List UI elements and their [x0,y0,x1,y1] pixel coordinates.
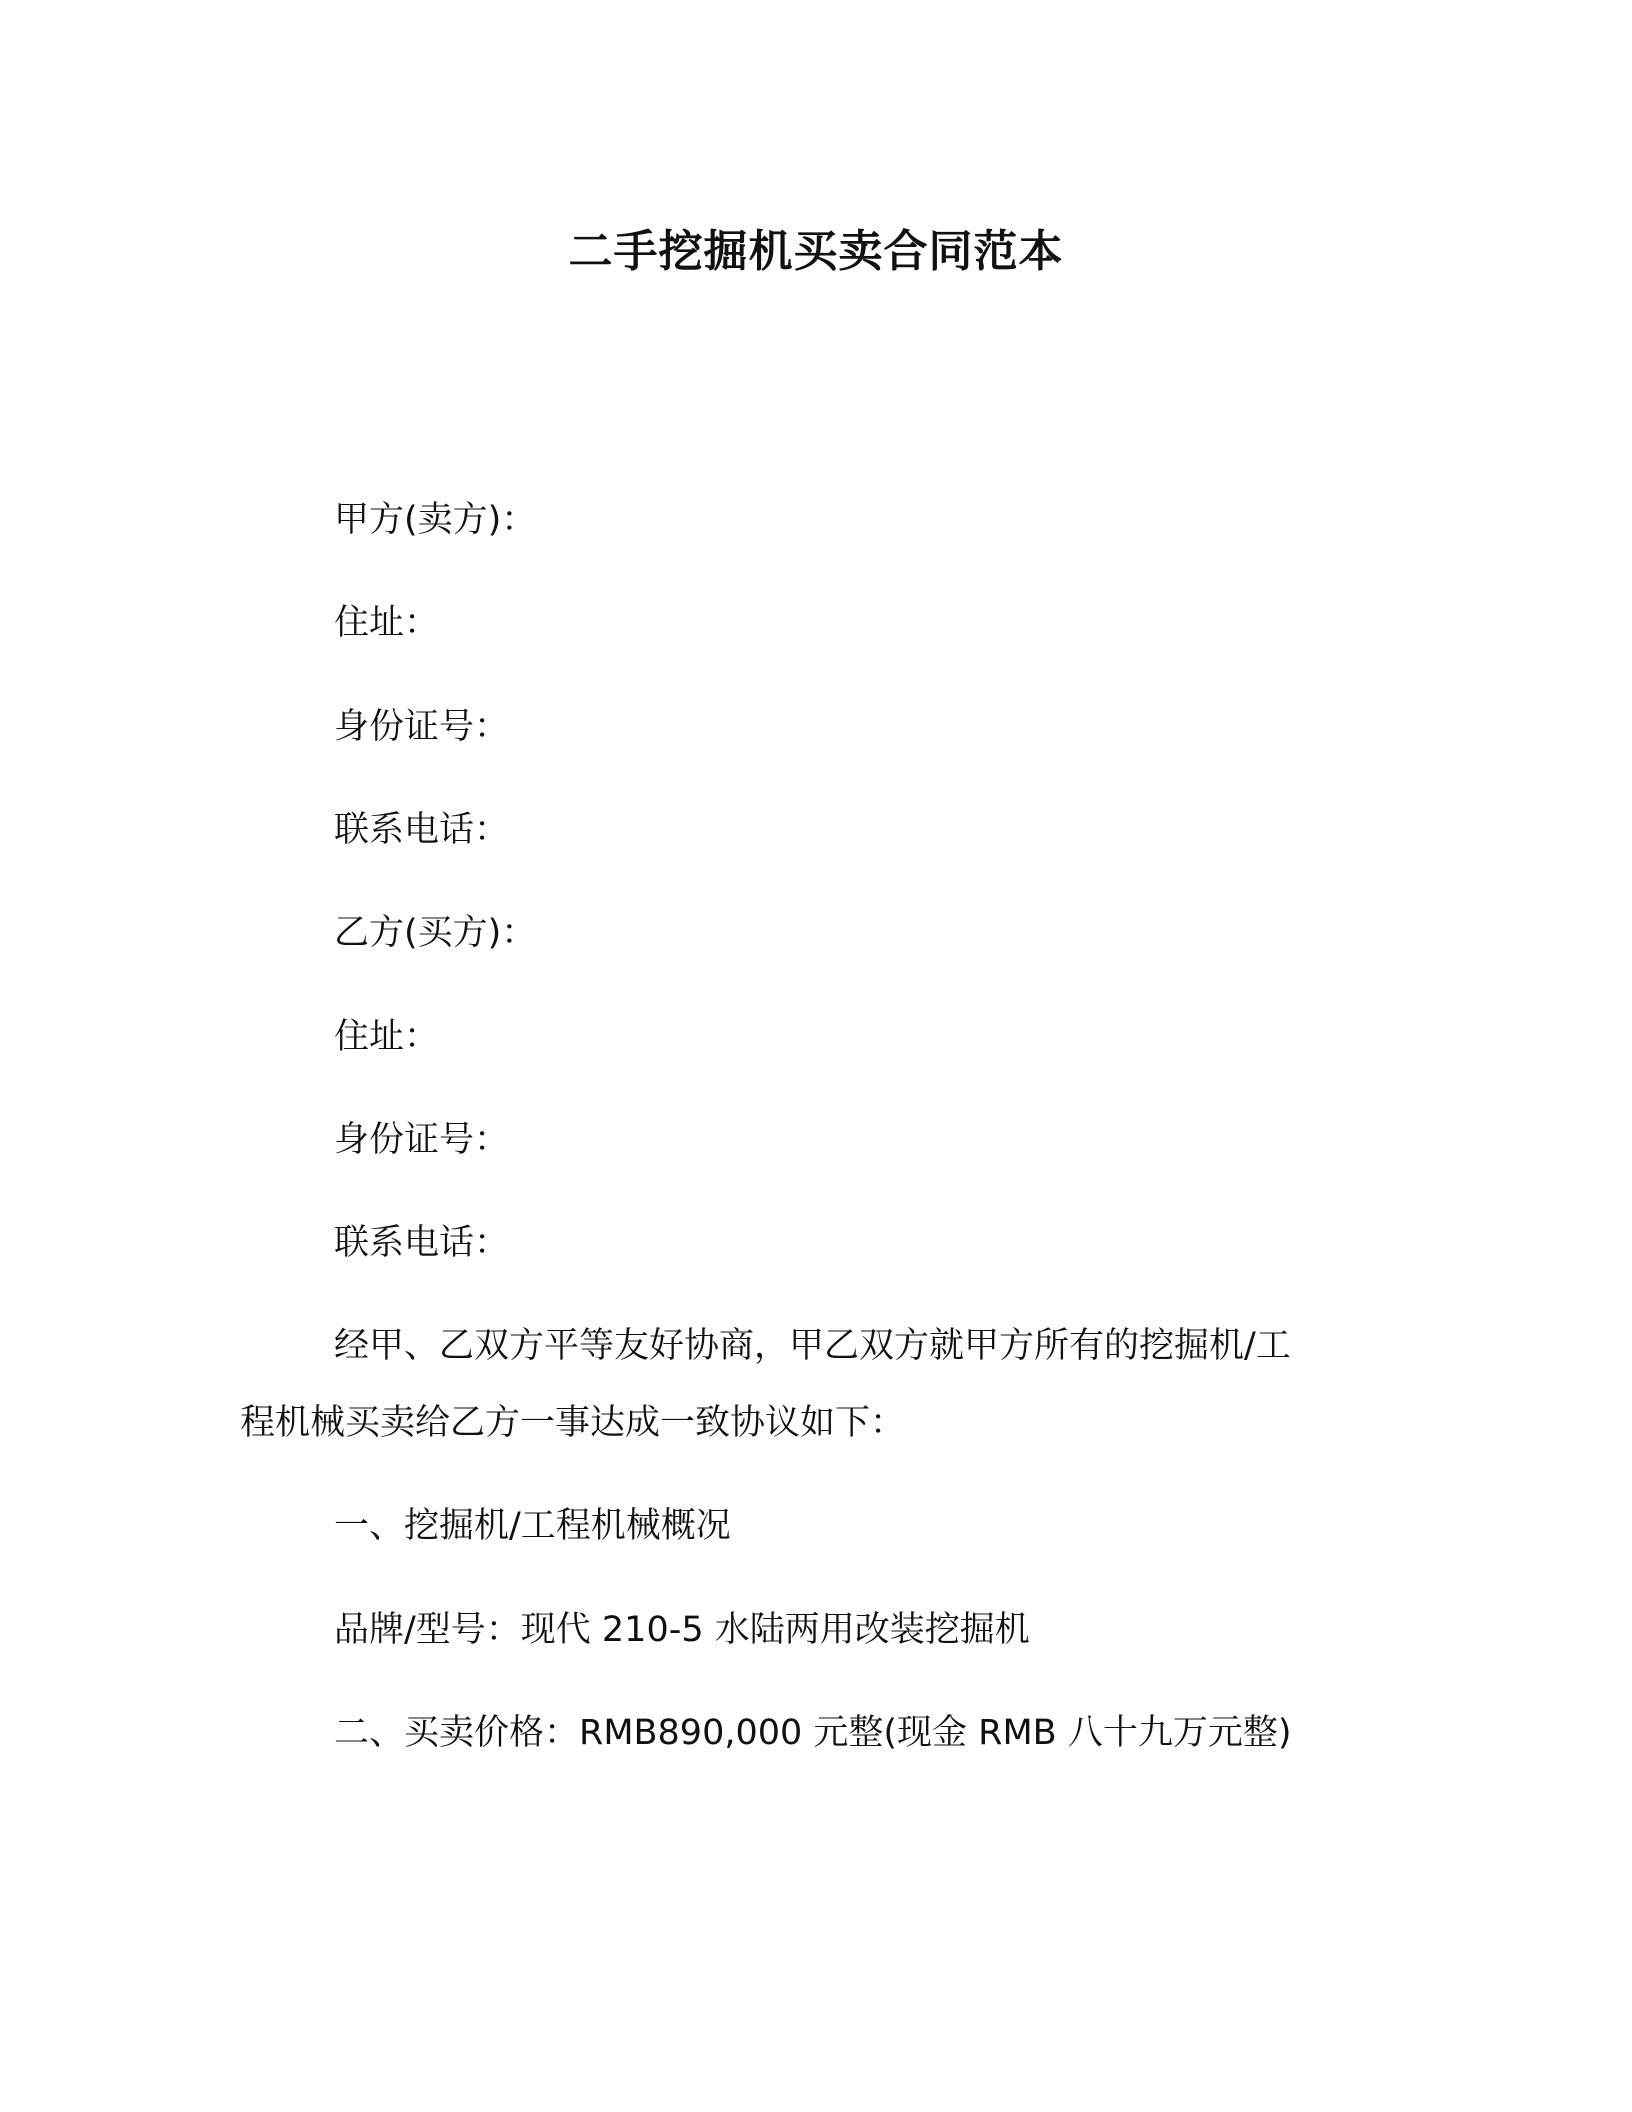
brand-model-line: 品牌/型号：现代 210-5 水陆两用改装挖掘机 [334,1610,1030,1650]
party-b-name-label: 乙方(买方)： [334,913,537,953]
section-1-heading: 一、挖掘机/工程机械概况 [334,1506,731,1546]
section-2-price: 二、买卖价格：RMB890,000 元整(现金 RMB 八十九万元整) [334,1713,1292,1753]
party-a-address-label: 住址： [334,603,440,643]
document-title: 二手挖掘机买卖合同范本 [568,226,1064,277]
party-b-address-label: 住址： [334,1017,440,1057]
intro-line-1: 经甲、乙双方平等友好协商，甲乙双方就甲方所有的挖掘机/工 [334,1326,1291,1366]
party-a-phone-label: 联系电话： [334,810,510,850]
party-a-name-label: 甲方(卖方)： [334,500,537,540]
intro-line-2: 程机械买卖给乙方一事达成一致协议如下： [240,1403,906,1443]
party-b-id-label: 身份证号： [334,1120,510,1160]
intro-paragraph [240,1322,1360,1447]
party-b-phone-label: 联系电话： [334,1223,510,1263]
party-a-id-label: 身份证号： [334,707,510,747]
